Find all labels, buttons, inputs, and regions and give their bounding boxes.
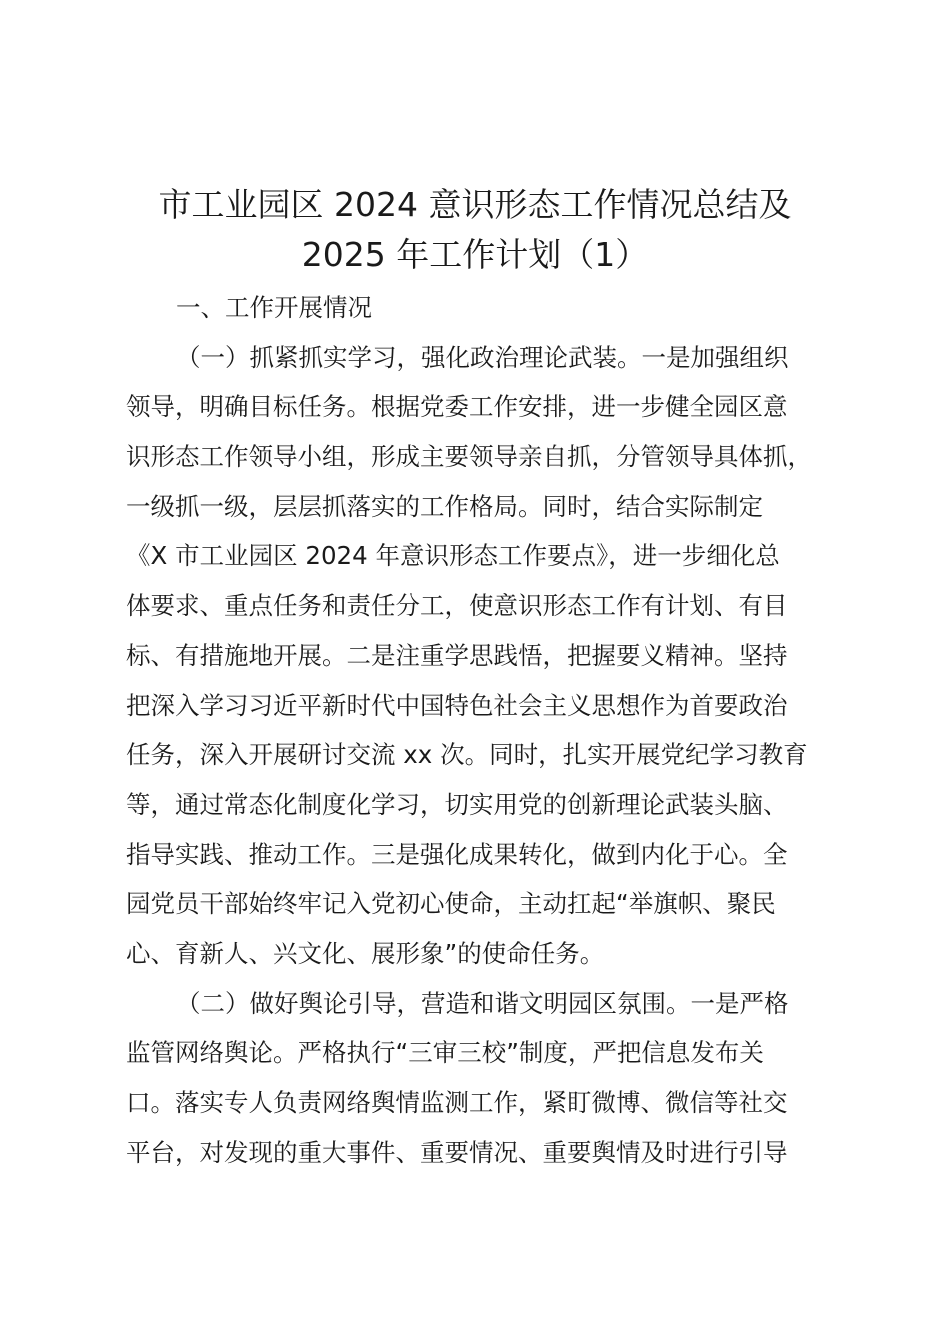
section-heading: 一、工作开展情况 <box>176 293 372 322</box>
document-body <box>126 283 836 1177</box>
paragraph-line: 心、育新人、兴文化、展形象”的使命任务。 <box>126 938 605 968</box>
paragraph-line: 领导，明确目标任务。根据党委工作安排，进一步健全园区意 <box>126 392 788 422</box>
title-line-2: 2025 年工作计划（1） <box>301 235 649 274</box>
title-line-1: 市工业园区 2024 意识形态工作情况总结及 <box>158 185 792 224</box>
paragraph-line: （一）抓紧抓实学习，强化政治理论武装。一是加强组织 <box>176 342 789 372</box>
paragraph-line: 识形态工作领导小组，形成主要领导亲自抓，分管领导具体抓， <box>126 442 812 472</box>
paragraph-line: 平台，对发现的重大事件、重要情况、重要舆情及时进行引导 <box>126 1137 788 1167</box>
paragraph-line: 等，通过常态化制度化学习，切实用党的创新理论武装头脑、 <box>126 789 788 819</box>
paragraph-line: 标、有措施地开展。二是注重学思践悟，把握要义精神。坚持 <box>126 640 788 670</box>
paragraph-line: 监管网络舆论。严格执行“三审三校”制度，严把信息发布关 <box>126 1038 764 1068</box>
paragraph-line: （二）做好舆论引导，营造和谐文明园区氛围。一是严格 <box>176 988 789 1018</box>
paragraph-line: 口。落实专人负责网络舆情监测工作，紧盯微博、微信等社交 <box>126 1088 788 1117</box>
paragraph-line: 一级抓一级，层层抓落实的工作格局。同时，结合实际制定 <box>126 491 763 521</box>
paragraph-line: 体要求、重点任务和责任分工，使意识形态工作有计划、有目 <box>126 591 788 621</box>
paragraph-line: 任务，深入开展研讨交流 xx 次。同时，扎实开展党纪学习教育 <box>126 740 808 770</box>
paragraph-line: 指导实践、推动工作。三是强化成果转化，做到内化于心。全 <box>126 839 788 869</box>
paragraph-line: 园党员干部始终牢记入党初心使命，主动扛起“举旗帜、聚民 <box>126 889 776 919</box>
paragraph-line: 把深入学习习近平新时代中国特色社会主义思想作为首要政治 <box>126 690 788 720</box>
paragraph-line: 《X 市工业园区 2024 年意识形态工作要点》，进一步细化总 <box>126 541 780 571</box>
document-title <box>100 180 850 280</box>
